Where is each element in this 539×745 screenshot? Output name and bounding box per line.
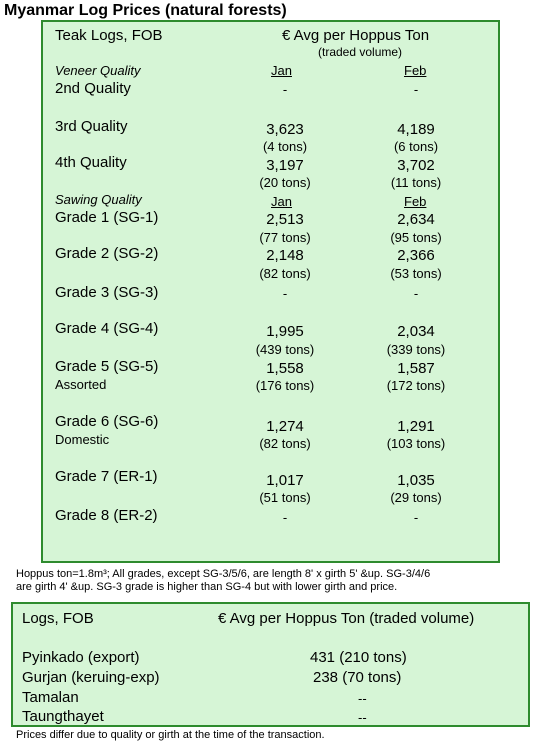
teak-header-sub: (traded volume) [318, 45, 403, 59]
jan-volume: (20 tons) [259, 175, 311, 190]
jan-price: 1,017 [266, 472, 304, 489]
logs-header-left: Logs, FOB [22, 610, 94, 627]
jan-price: 2,513 [266, 211, 304, 228]
jan-volume: (82 tons) [259, 266, 311, 281]
jan-volume: (77 tons) [259, 230, 311, 245]
jan-volume: (176 tons) [255, 378, 315, 393]
jan-volume: (439 tons) [255, 342, 315, 357]
feb-volume: (172 tons) [386, 378, 446, 393]
logs-row-value: 238 (70 tons) [313, 669, 402, 686]
row-label: Grade 6 (SG-6) [55, 413, 159, 430]
feb-price: 2,634 [397, 211, 435, 228]
jan-price: 1,995 [266, 323, 304, 340]
col-feb-veneer: Feb [404, 63, 427, 78]
feb-volume: (6 tons) [393, 139, 439, 154]
col-feb-sawing: Feb [404, 194, 427, 209]
feb-volume: (103 tons) [386, 436, 446, 451]
logs-row-label: Gurjan (keruing-exp) [22, 669, 160, 686]
feb-price: 1,035 [397, 472, 435, 489]
row-label: 4th Quality [55, 154, 127, 171]
feb-price: 2,366 [397, 247, 435, 264]
logs-row-label: Tamalan [22, 689, 79, 706]
jan-price: 1,274 [266, 418, 304, 435]
feb-volume: (29 tons) [390, 490, 442, 505]
row-label: Grade 1 (SG-1) [55, 209, 159, 226]
logs-row-label: Pyinkado (export) [22, 649, 140, 666]
logs-row-value: -- [358, 710, 367, 725]
feb-price: 1,291 [397, 418, 435, 435]
row-label: Grade 3 (SG-3) [55, 284, 159, 301]
row-label: 2nd Quality [55, 80, 131, 97]
feb-price: - [413, 510, 419, 525]
jan-price: 3,197 [266, 157, 304, 174]
col-jan-veneer: Jan [271, 63, 292, 78]
row-sublabel: Domestic [55, 432, 110, 447]
hoppus-note-line-2: are girth 4' &up. SG-3 grade is higher than SG-4 but with lower girth and price. [16, 581, 398, 593]
feb-price: 4,189 [397, 121, 435, 138]
teak-header-left: Teak Logs, FOB [55, 27, 163, 44]
logs-row-value: 431 (210 tons) [310, 649, 407, 666]
feb-volume: (95 tons) [390, 230, 442, 245]
veneer-quality-label: Veneer Quality [55, 63, 141, 78]
sawing-quality-label: Sawing Quality [55, 192, 142, 207]
jan-price: 3,623 [266, 121, 304, 138]
feb-volume: (11 tons) [390, 175, 442, 190]
row-label: 3rd Quality [55, 118, 128, 135]
hoppus-note-line-1: Hoppus ton=1.8m³; All grades, except SG-3/5/6, are length 8' x girth 5' &up. SG-3/4/6 [16, 568, 431, 580]
row-label: Grade 8 (ER-2) [55, 507, 158, 524]
feb-price: - [413, 286, 419, 301]
feb-volume: (53 tons) [390, 266, 442, 281]
row-label: Grade 2 (SG-2) [55, 245, 159, 262]
row-sublabel: Assorted [55, 377, 107, 392]
hoppus-note [16, 568, 531, 594]
jan-price: - [282, 510, 288, 525]
jan-price: - [282, 286, 288, 301]
row-label: Grade 5 (SG-5) [55, 358, 159, 375]
price-note: Prices differ due to quality or girth at the time of the transaction. [16, 729, 325, 741]
jan-price: 1,558 [266, 360, 304, 377]
jan-volume: (82 tons) [259, 436, 311, 451]
jan-price: - [282, 82, 288, 97]
feb-price: - [413, 82, 419, 97]
jan-volume: (51 tons) [259, 490, 311, 505]
row-label: Grade 7 (ER-1) [55, 468, 158, 485]
teak-header-right: € Avg per Hoppus Ton [282, 27, 430, 44]
jan-volume: (4 tons) [262, 139, 308, 154]
feb-price: 3,702 [397, 157, 435, 174]
logs-row-label: Taungthayet [22, 708, 104, 725]
row-label: Grade 4 (SG-4) [55, 320, 159, 337]
logs-header-right: € Avg per Hoppus Ton (traded volume) [218, 610, 475, 627]
jan-price: 2,148 [266, 247, 304, 264]
feb-volume: (339 tons) [386, 342, 446, 357]
feb-price: 2,034 [397, 323, 435, 340]
page-title: Myanmar Log Prices (natural forests) [4, 2, 287, 19]
feb-price: 1,587 [397, 360, 435, 377]
logs-row-value: -- [358, 691, 367, 706]
col-jan-sawing: Jan [271, 194, 292, 209]
